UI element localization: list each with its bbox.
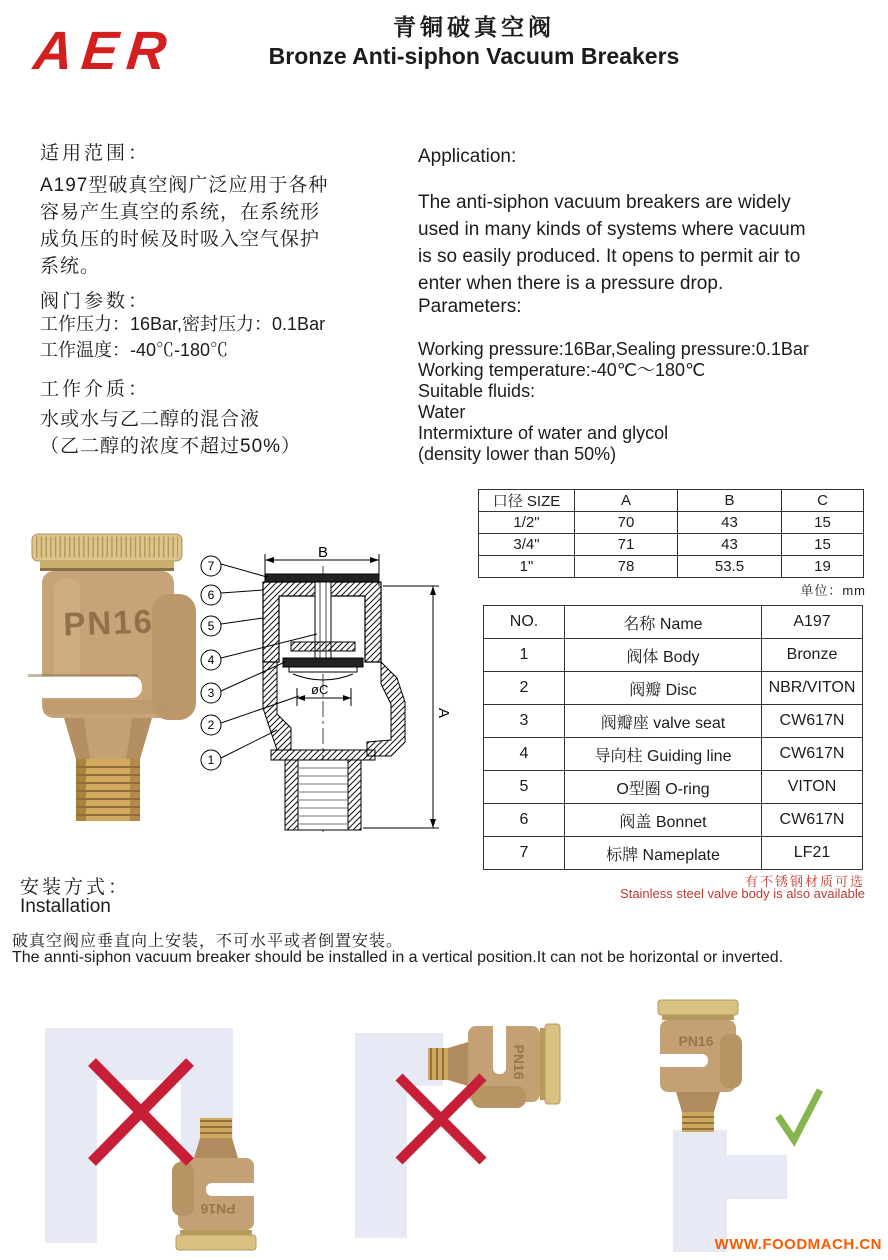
table-cell: 阀体 Body — [565, 639, 762, 672]
pn16-marking: PN16 — [62, 602, 155, 643]
scope-line: 系统。 — [40, 256, 101, 277]
scope-text-zh — [40, 172, 400, 280]
application-line: The anti-siphon vacuum breakers are widely — [418, 192, 791, 213]
table-cell: 71 — [575, 534, 678, 556]
valve-thread — [76, 759, 140, 821]
params-text-zh — [40, 311, 420, 363]
table-cell: 1 — [484, 639, 565, 672]
brand-logo: AER — [30, 21, 179, 81]
parameter-line: Intermixture of water and glycol — [418, 423, 669, 443]
dim-label-B: B — [318, 546, 329, 561]
scope-line: 容易产生真空的系统，在系统形 — [40, 202, 321, 223]
table-cell: 3/4" — [479, 534, 575, 556]
table-cell: 70 — [575, 512, 678, 534]
callout-1: 1 — [207, 753, 215, 767]
installation-text-zh: 破真空阀应垂直向上安装，不可水平或者倒置安装。 — [12, 933, 404, 950]
nameplate-section — [265, 574, 379, 582]
stainless-note-en: Stainless steel valve body is also available — [620, 886, 865, 901]
body-shoulder — [271, 750, 375, 760]
parameters-text — [418, 339, 888, 465]
table-row — [484, 672, 863, 705]
column-header: B — [678, 490, 782, 512]
callout-2: 2 — [207, 718, 215, 732]
column-header: A — [575, 490, 678, 512]
body-left-wall — [263, 662, 291, 750]
table-cell: 53.5 — [678, 556, 782, 578]
valve-horizontal — [428, 1018, 560, 1108]
callout-7: 7 — [207, 559, 215, 573]
parameters-heading: Parameters: — [418, 296, 522, 317]
table-cell: 阀瓣 Disc — [565, 672, 762, 705]
figure-inverted-wrong — [45, 1028, 262, 1250]
table-row — [484, 738, 863, 771]
watermark: WWW.FOODMACH.CN — [714, 1236, 882, 1253]
disc-section — [283, 658, 363, 667]
cross-icon — [399, 1077, 483, 1161]
application-line: used in many kinds of systems where vacuum — [418, 219, 806, 240]
parts-table — [483, 605, 863, 870]
unit-note: 单位：mm — [800, 583, 866, 598]
valve-vertical — [652, 1000, 742, 1132]
table-row — [479, 512, 864, 534]
table-row — [484, 837, 863, 870]
threaded-end — [285, 760, 361, 830]
technical-drawing — [193, 546, 471, 838]
table-cell: 6 — [484, 804, 565, 837]
callout-6: 6 — [207, 588, 215, 602]
scope-line: A197型破真空阀广泛应用于各种 — [40, 175, 329, 196]
valve-slot — [28, 676, 142, 698]
column-header: A197 — [762, 606, 863, 639]
figure-vertical-correct — [652, 1000, 820, 1252]
table-cell: 15 — [782, 512, 864, 534]
parameter-line: Working pressure:16Bar,Sealing pressure:0.1Bar — [418, 339, 809, 359]
dim-label-A: A — [435, 708, 452, 719]
scope-heading-zh: 适用范围： — [40, 143, 151, 164]
size-table — [478, 489, 864, 578]
dim-label-C: øC — [311, 682, 329, 697]
valve-body — [28, 571, 196, 720]
table-cell: LF21 — [762, 837, 863, 870]
application-text — [418, 189, 888, 297]
table-cell: Bronze — [762, 639, 863, 672]
table-cell: 2 — [484, 672, 565, 705]
check-icon — [778, 1090, 820, 1140]
table-cell: 78 — [575, 556, 678, 578]
size-table-header-row — [479, 490, 864, 512]
page-title-zh: 青铜破真空阀 — [393, 14, 555, 40]
table-cell: 5 — [484, 771, 565, 804]
medium-line: 水或水与乙二醇的混合液 — [40, 409, 261, 430]
table-row — [479, 534, 864, 556]
table-cell: 43 — [678, 512, 782, 534]
table-row — [484, 639, 863, 672]
table-cell: O型圈 O-ring — [565, 771, 762, 804]
table-cell: 1/2" — [479, 512, 575, 534]
medium-heading-zh: 工作介质： — [40, 379, 151, 400]
params-line: 工作温度：-40℃-180℃ — [40, 340, 229, 360]
table-cell: 7 — [484, 837, 565, 870]
column-header: 口径 SIZE — [479, 490, 575, 512]
installation-heading-zh: 安装方式： — [20, 877, 131, 898]
valve-photo — [14, 528, 200, 828]
callout-4: 4 — [207, 653, 215, 667]
valve-hex-face — [84, 718, 132, 759]
table-cell: NBR/VITON — [762, 672, 863, 705]
callout-3: 3 — [207, 686, 215, 700]
parts-table-header-row — [484, 606, 863, 639]
application-heading: Application: — [418, 146, 517, 167]
installation-text-en: The annti-siphon vacuum breaker should be installed in a vertical position.It can not be horizontal or inverted. — [12, 949, 784, 966]
table-cell: 1" — [479, 556, 575, 578]
table-cell: 43 — [678, 534, 782, 556]
scope-line: 成负压的时候及时吸入空气保护 — [40, 229, 321, 250]
table-cell: 3 — [484, 705, 565, 738]
params-line: 工作压力：16Bar,密封压力：0.1Bar — [40, 314, 326, 334]
table-cell: 19 — [782, 556, 864, 578]
column-header: NO. — [484, 606, 565, 639]
table-cell: CW617N — [762, 705, 863, 738]
header-titles — [164, 12, 784, 70]
parameter-line: Suitable fluids: — [418, 381, 536, 401]
table-cell: 15 — [782, 534, 864, 556]
stainless-note-zh: 有不锈钢材质可选 — [744, 874, 865, 889]
table-cell: CW617N — [762, 738, 863, 771]
table-row — [484, 705, 863, 738]
column-header: C — [782, 490, 864, 512]
table-cell: 4 — [484, 738, 565, 771]
pipe-shape — [45, 1080, 97, 1243]
table-cell: 阀瓣座 valve seat — [565, 705, 762, 738]
table-cell: 阀盖 Bonnet — [565, 804, 762, 837]
valve-cap — [32, 534, 182, 571]
column-header: 名称 Name — [565, 606, 762, 639]
table-cell: CW617N — [762, 804, 863, 837]
table-cell: 导向柱 Guiding line — [565, 738, 762, 771]
installation-figures — [0, 990, 888, 1260]
table-cell: 标牌 Nameplate — [565, 837, 762, 870]
valve-seat-section — [289, 667, 357, 672]
application-line: enter when there is a pressure drop. — [418, 273, 724, 294]
page-title-en: Bronze Anti-siphon Vacuum Breakers — [268, 43, 680, 69]
parameter-line: (density lower than 50%) — [418, 444, 617, 464]
table-row — [484, 771, 863, 804]
body-right-wall — [367, 662, 405, 756]
table-cell: VITON — [762, 771, 863, 804]
parameter-line: Water — [418, 402, 466, 422]
table-row — [484, 804, 863, 837]
params-heading-zh: 阀门参数： — [40, 291, 151, 312]
installation-heading-en: Installation — [20, 896, 111, 917]
oring-section — [291, 642, 355, 651]
dimension-C — [297, 682, 351, 706]
application-line: is so easily produced. It opens to permit air to — [418, 246, 801, 267]
table-row — [479, 556, 864, 578]
pipe-shape — [45, 1028, 233, 1080]
pipe-shape — [355, 1086, 407, 1238]
medium-line: （乙二醇的浓度不超过50%） — [40, 436, 302, 457]
medium-text-zh — [40, 406, 420, 460]
figure-horizontal-wrong — [355, 1018, 560, 1238]
parameter-line: Working temperature:-40℃～180℃ — [418, 360, 706, 380]
pipe-shape — [673, 1130, 727, 1252]
callout-5: 5 — [207, 619, 215, 633]
pipe-shape — [727, 1155, 787, 1199]
